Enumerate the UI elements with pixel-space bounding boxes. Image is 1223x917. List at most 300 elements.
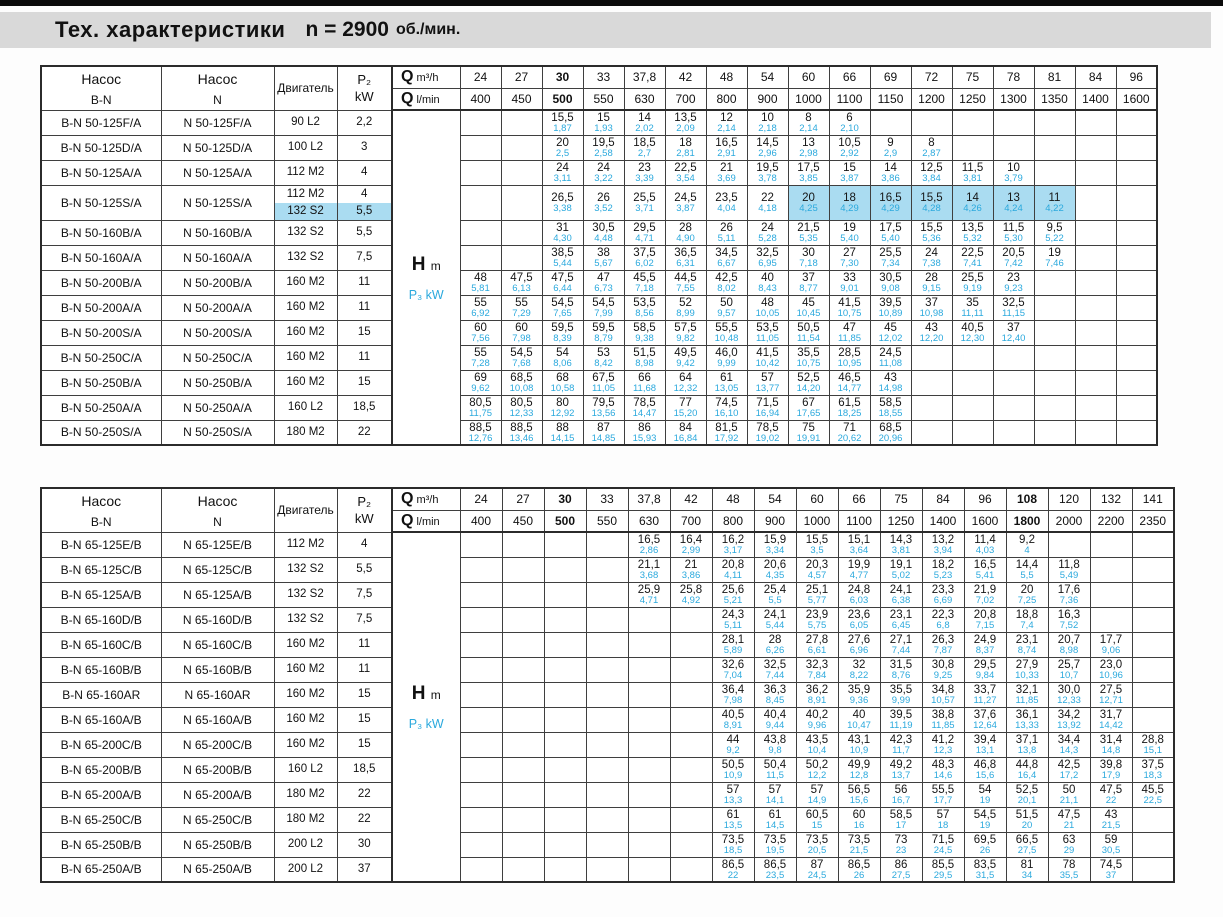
pump-row [41,582,1174,607]
motor-value: 132 S2 [274,582,337,607]
data-cell: 54 8,06 [542,345,583,370]
data-cell: 23 3,39 [624,160,665,185]
data-cell-empty [628,857,670,882]
data-cell: 19 7,46 [1034,245,1075,270]
pump-n-name: N 65-200C/B [161,732,274,757]
flow-m3h-value: 96 [964,488,1006,510]
data-cell: 21,5 5,35 [788,220,829,245]
data-cell: 42,3 11,7 [880,732,922,757]
data-cell-empty [911,395,952,420]
data-cell: 15,9 3,34 [754,532,796,557]
data-cell: 9,2 4 [1006,532,1048,557]
data-cell: 23,6 6,05 [838,607,880,632]
data-cell: 16,5 2,91 [706,135,747,160]
data-cell: 73,5 20,5 [796,832,838,857]
data-cell-empty [544,807,586,832]
data-cell: 39,5 10,89 [870,295,911,320]
flow-lmin-value: 1300 [993,88,1034,110]
motor-value: 90 L2 [274,110,337,135]
flow-lmin-value: 1350 [1034,88,1075,110]
data-cell: 21 3,69 [706,160,747,185]
data-cell-empty [1116,110,1157,135]
data-cell: 36,2 8,91 [796,682,838,707]
data-cell-empty [670,757,712,782]
pump-n-name: N 50-160A/A [161,245,274,270]
pump-bn-name: B-N 50-250B/A [41,370,161,395]
data-cell-empty [911,370,952,395]
data-cell: 43 12,20 [911,320,952,345]
flow-m3h-value: 33 [583,66,624,88]
data-cell: 32,1 11,85 [1006,682,1048,707]
flow-lmin-value: 1250 [880,510,922,532]
data-cell: 60 16 [838,807,880,832]
data-cell: 19,9 4,77 [838,557,880,582]
data-cell: 71,5 24,5 [922,832,964,857]
data-cell-empty [460,557,502,582]
data-cell: 71,5 16,94 [747,395,788,420]
p2-value: 2,2 [337,110,392,135]
p2-value: 15 [337,370,392,395]
data-cell: 57,5 9,82 [665,320,706,345]
pump-bn-name: B-N 65-200C/B [41,732,161,757]
pump-n-name: N 65-200B/B [161,757,274,782]
data-cell: 26 3,52 [583,185,624,220]
data-cell: 24,1 6,38 [880,582,922,607]
data-cell-empty [993,110,1034,135]
data-cell: 20 2,5 [542,135,583,160]
data-cell: 47,5 6,44 [542,270,583,295]
data-cell: 74,5 16,10 [706,395,747,420]
data-cell: 53,5 8,56 [624,295,665,320]
data-cell-empty [586,857,628,882]
data-cell: 13,2 3,94 [922,532,964,557]
pump-row [41,657,1174,682]
motor-value: 160 M2 [274,632,337,657]
p2-value: 5,5 [337,220,392,245]
flow-lmin-value: 1150 [870,88,911,110]
pump-row [41,110,1157,135]
p2-value: 11 [337,345,392,370]
p2-value: 11 [337,657,392,682]
data-cell: 42,5 8,02 [706,270,747,295]
data-cell: 53 8,42 [583,345,624,370]
data-cell: 23,9 5,75 [796,607,838,632]
data-cell: 17,6 7,36 [1048,582,1090,607]
flow-m3h-value: 75 [880,488,922,510]
flow-m3h-value: 30 [544,488,586,510]
data-cell-empty [460,682,502,707]
motor-value: 160 M2 [274,657,337,682]
pump-n-name: N 50-125D/A [161,135,274,160]
data-cell: 13 4,24 [993,185,1034,220]
data-cell: 25,5 9,19 [952,270,993,295]
data-cell: 16,5 4,29 [870,185,911,220]
flow-m3h-value: 120 [1048,488,1090,510]
data-cell-empty [993,345,1034,370]
motor-value: 160 M2 [274,732,337,757]
data-cell-empty [460,657,502,682]
data-cell: 32,6 7,04 [712,657,754,682]
data-cell-empty [586,707,628,732]
data-cell: 54 19 [964,782,1006,807]
data-cell-empty [1075,395,1116,420]
data-cell-empty [911,345,952,370]
data-cell: 19,5 2,58 [583,135,624,160]
data-cell: 36,4 7,98 [712,682,754,707]
flow-lmin-value: 2200 [1090,510,1132,532]
motor-value: 200 L2 [274,832,337,857]
data-cell: 41,2 12,3 [922,732,964,757]
header-pump-n: Насос N [161,488,274,532]
motor-value: 112 M2 [274,532,337,557]
flow-m3h-value: 48 [712,488,754,510]
data-cell: 24 3,22 [583,160,624,185]
data-cell: 69,5 26 [964,832,1006,857]
data-cell: 61 13,5 [712,807,754,832]
data-cell: 25,6 5,21 [712,582,754,607]
data-cell: 35,5 9,99 [880,682,922,707]
motor-value: 160 M2 [274,270,337,295]
p2-value: 7,5 [337,582,392,607]
data-cell: 8 2,87 [911,135,952,160]
data-cell: 88,5 13,46 [501,420,542,445]
data-cell: 60,5 15 [796,807,838,832]
data-cell-empty [670,632,712,657]
data-cell-empty [460,757,502,782]
data-cell: 43,8 9,8 [754,732,796,757]
pump-n-name: N 50-200A/A [161,295,274,320]
pump-bn-name: B-N 65-125C/B [41,557,161,582]
p2-value: 37 [337,857,392,882]
data-cell-empty [460,245,501,270]
data-cell: 66,5 27,5 [1006,832,1048,857]
data-cell: 25,8 4,92 [670,582,712,607]
data-cell: 25,5 7,34 [870,245,911,270]
data-cell-empty [1116,345,1157,370]
page-title-speed: n = 2900 [305,18,389,41]
data-cell: 83,5 31,5 [964,857,1006,882]
p2-value: 18,5 [337,395,392,420]
data-cell: 47,5 6,13 [501,270,542,295]
data-cell: 14,3 3,81 [880,532,922,557]
data-cell: 32,5 11,15 [993,295,1034,320]
data-cell: 37,5 18,3 [1132,757,1174,782]
data-cell: 56 16,7 [880,782,922,807]
data-cell-empty [628,607,670,632]
data-cell: 78 35,5 [1048,857,1090,882]
pump-bn-name: B-N 50-160A/A [41,245,161,270]
pump-row [41,320,1157,345]
data-cell: 47,5 22 [1090,782,1132,807]
data-cell: 50,2 12,2 [796,757,838,782]
data-cell-empty [502,807,544,832]
data-cell: 57 18 [922,807,964,832]
data-cell-empty [1132,557,1174,582]
data-cell-empty [460,832,502,857]
data-cell: 30,0 12,33 [1048,682,1090,707]
motor-value: 160 M2 [274,682,337,707]
flow-lmin-value: 800 [712,510,754,532]
data-cell-empty [1034,370,1075,395]
data-cell-empty [670,732,712,757]
header-motor: Двигатель [274,488,337,532]
data-cell: 59,5 8,39 [542,320,583,345]
data-cell-empty [502,607,544,632]
data-cell-empty [586,757,628,782]
data-cell: 28,8 15,1 [1132,732,1174,757]
p2-value: 22 [337,420,392,445]
data-cell: 55,5 10,48 [706,320,747,345]
p2-value: 7,5 [337,607,392,632]
pump-bn-name: B-N 65-250B/B [41,832,161,857]
data-cell-empty [502,832,544,857]
data-cell-empty [460,632,502,657]
pump-n-name: N 65-200A/B [161,782,274,807]
data-cell-empty [544,632,586,657]
flow-m3h-value: 78 [993,66,1034,88]
data-cell-empty [460,582,502,607]
data-cell: 50 21,1 [1048,782,1090,807]
data-cell: 30,5 9,08 [870,270,911,295]
data-cell-empty [993,370,1034,395]
data-cell-empty [1090,532,1132,557]
data-cell: 17,7 9,06 [1090,632,1132,657]
data-cell-empty [502,732,544,757]
data-cell-empty [1075,295,1116,320]
data-cell: 9,5 5,22 [1034,220,1075,245]
data-cell: 88 14,15 [542,420,583,445]
pump-bn-name: B-N 65-250A/B [41,857,161,882]
data-cell-empty [502,707,544,732]
data-cell: 30,5 4,48 [583,220,624,245]
data-cell-empty [544,757,586,782]
data-cell-empty [628,632,670,657]
pump-n-name: N 50-125S/A [161,185,274,220]
data-cell: 87 24,5 [796,857,838,882]
data-cell: 80,5 12,33 [501,395,542,420]
data-cell: 43,5 10,4 [796,732,838,757]
data-cell-empty [502,682,544,707]
motor-value: 100 L2 [274,135,337,160]
flow-lmin-value: 1600 [964,510,1006,532]
pump-n-name: N 65-125E/B [161,532,274,557]
data-cell-empty [544,707,586,732]
data-cell-empty [670,832,712,857]
data-cell: 18,5 2,7 [624,135,665,160]
motor-value: 132 S2 [274,245,337,270]
data-cell: 55,5 17,7 [922,782,964,807]
flow-lmin-value: 500 [542,88,583,110]
pump-row [41,160,1157,185]
p2-value: 3 [337,135,392,160]
data-cell: 46,8 15,6 [964,757,1006,782]
data-cell: 20,8 7,15 [964,607,1006,632]
flow-m3h-value: 72 [911,66,952,88]
data-cell-empty [1034,395,1075,420]
data-cell-empty [501,160,542,185]
pump-bn-name: B-N 65-160D/B [41,607,161,632]
data-cell-empty [1075,270,1116,295]
data-cell: 45 12,02 [870,320,911,345]
data-cell: 50,5 11,54 [788,320,829,345]
data-cell: 40,5 12,30 [952,320,993,345]
data-cell: 24,9 8,37 [964,632,1006,657]
data-cell: 35,5 10,75 [788,345,829,370]
data-cell-empty [1075,420,1116,445]
data-cell-empty [670,682,712,707]
data-cell: 40,2 9,96 [796,707,838,732]
data-cell: 80,5 11,75 [460,395,501,420]
flow-lmin-value: 630 [624,88,665,110]
motor-value: 112 M2 [274,160,337,185]
data-cell: 22,3 6,8 [922,607,964,632]
data-cell-empty [586,732,628,757]
data-cell-empty [501,185,542,220]
pump-n-name: N 65-160D/B [161,607,274,632]
motor-value: 160 M2 [274,320,337,345]
data-cell: 43 14,98 [870,370,911,395]
data-cell-empty [501,135,542,160]
data-cell-empty [1132,632,1174,657]
data-cell: 20,6 4,35 [754,557,796,582]
pump-row [41,395,1157,420]
flow-m3h-value: 66 [838,488,880,510]
flow-lmin-value: 550 [586,510,628,532]
flow-m3h-value: 30 [542,66,583,88]
data-cell: 23,1 6,45 [880,607,922,632]
data-cell: 38,8 11,85 [922,707,964,732]
data-cell-empty [952,135,993,160]
motor-value: 132 S2 [274,557,337,582]
data-cell: 21,9 7,02 [964,582,1006,607]
data-cell-empty [502,657,544,682]
flow-m3h-value: 141 [1132,488,1174,510]
data-cell: 38,5 5,44 [542,245,583,270]
data-cell-empty [502,782,544,807]
data-cell: 27,1 7,44 [880,632,922,657]
data-cell-empty [628,782,670,807]
data-cell: 30 7,18 [788,245,829,270]
data-cell: 17,5 5,40 [870,220,911,245]
data-cell: 48 10,05 [747,295,788,320]
data-cell: 87 14,85 [583,420,624,445]
header-q-lmin: Q l/min [392,88,460,110]
flow-m3h-value: 54 [754,488,796,510]
data-cell: 11,5 3,81 [952,160,993,185]
data-cell: 67 17,65 [788,395,829,420]
pump-row [41,707,1174,732]
pump-n-name: N 65-250A/B [161,857,274,882]
data-cell: 20,3 4,57 [796,557,838,582]
pump-bn-name: B-N 50-200B/A [41,270,161,295]
data-cell: 49,5 9,42 [665,345,706,370]
data-cell: 33,7 11,27 [964,682,1006,707]
pump-bn-name: B-N 65-160A/B [41,707,161,732]
q-symbol: Q [401,89,414,107]
data-cell: 28 9,15 [911,270,952,295]
header-pump-bn: Насос B-N [41,66,161,110]
data-cell: 45 10,45 [788,295,829,320]
data-cell: 25,5 3,71 [624,185,665,220]
data-cell-empty [993,420,1034,445]
data-cell: 20 4,25 [788,185,829,220]
flow-lmin-value: 400 [460,88,501,110]
pump-n-name: N 65-160A/B [161,707,274,732]
p2-value: 22 [337,807,392,832]
h-p3-label-cell [392,532,460,882]
data-cell-empty [1132,682,1174,707]
data-cell: 88,5 12,76 [460,420,501,445]
flow-lmin-value: 450 [502,510,544,532]
flow-m3h-value: 42 [670,488,712,510]
pump-bn-name: B-N 50-250C/A [41,345,161,370]
data-cell: 84 16,84 [665,420,706,445]
pump-n-name: N 50-250S/A [161,420,274,445]
data-cell-empty [1048,532,1090,557]
data-cell-empty [1034,420,1075,445]
data-cell: 86 15,93 [624,420,665,445]
data-cell: 12 2,14 [706,110,747,135]
data-cell-empty [544,732,586,757]
data-cell-empty [586,582,628,607]
data-cell-empty [502,857,544,882]
data-cell: 68,5 10,08 [501,370,542,395]
data-cell-empty [1075,160,1116,185]
data-cell-empty [1034,295,1075,320]
flow-lmin-value: 1200 [911,88,952,110]
data-cell: 11 4,22 [1034,185,1075,220]
data-cell: 37 10,98 [911,295,952,320]
data-cell: 44 9,2 [712,732,754,757]
data-cell: 43 21,5 [1090,807,1132,832]
data-cell: 18,8 7,4 [1006,607,1048,632]
pump-row [41,245,1157,270]
data-cell: 6 2,10 [829,110,870,135]
data-cell: 21,1 3,68 [628,557,670,582]
flow-lmin-value: 450 [501,88,542,110]
flow-lmin-value: 900 [754,510,796,532]
pump-row [41,807,1174,832]
data-cell: 57 14,1 [754,782,796,807]
data-cell-empty [586,557,628,582]
header-q-m3h: Q m³/h [392,66,460,88]
data-cell: 24,5 11,08 [870,345,911,370]
data-cell: 55 7,28 [460,345,501,370]
p2-value: 15 [337,320,392,345]
header-q-lmin: Q l/min [392,510,460,532]
data-cell-empty [460,135,501,160]
data-cell: 40,4 9,44 [754,707,796,732]
header-q-m3h: Q m³/h [392,488,460,510]
p2-value: 11 [337,295,392,320]
data-cell-empty [1116,220,1157,245]
data-cell-empty [586,682,628,707]
p2-value: 4 [337,160,392,185]
data-cell: 22,5 3,54 [665,160,706,185]
data-cell: 35,9 9,36 [838,682,880,707]
data-cell: 35 11,11 [952,295,993,320]
data-cell: 10 2,18 [747,110,788,135]
data-cell: 36,5 6,31 [665,245,706,270]
data-cell-empty [1075,370,1116,395]
p2-value: 30 [337,832,392,857]
data-cell: 64 12,32 [665,370,706,395]
data-cell-empty [952,110,993,135]
motor-value: 160 L2 [274,757,337,782]
data-cell-empty [502,632,544,657]
data-cell-empty [1116,420,1157,445]
data-cell-empty [1116,160,1157,185]
